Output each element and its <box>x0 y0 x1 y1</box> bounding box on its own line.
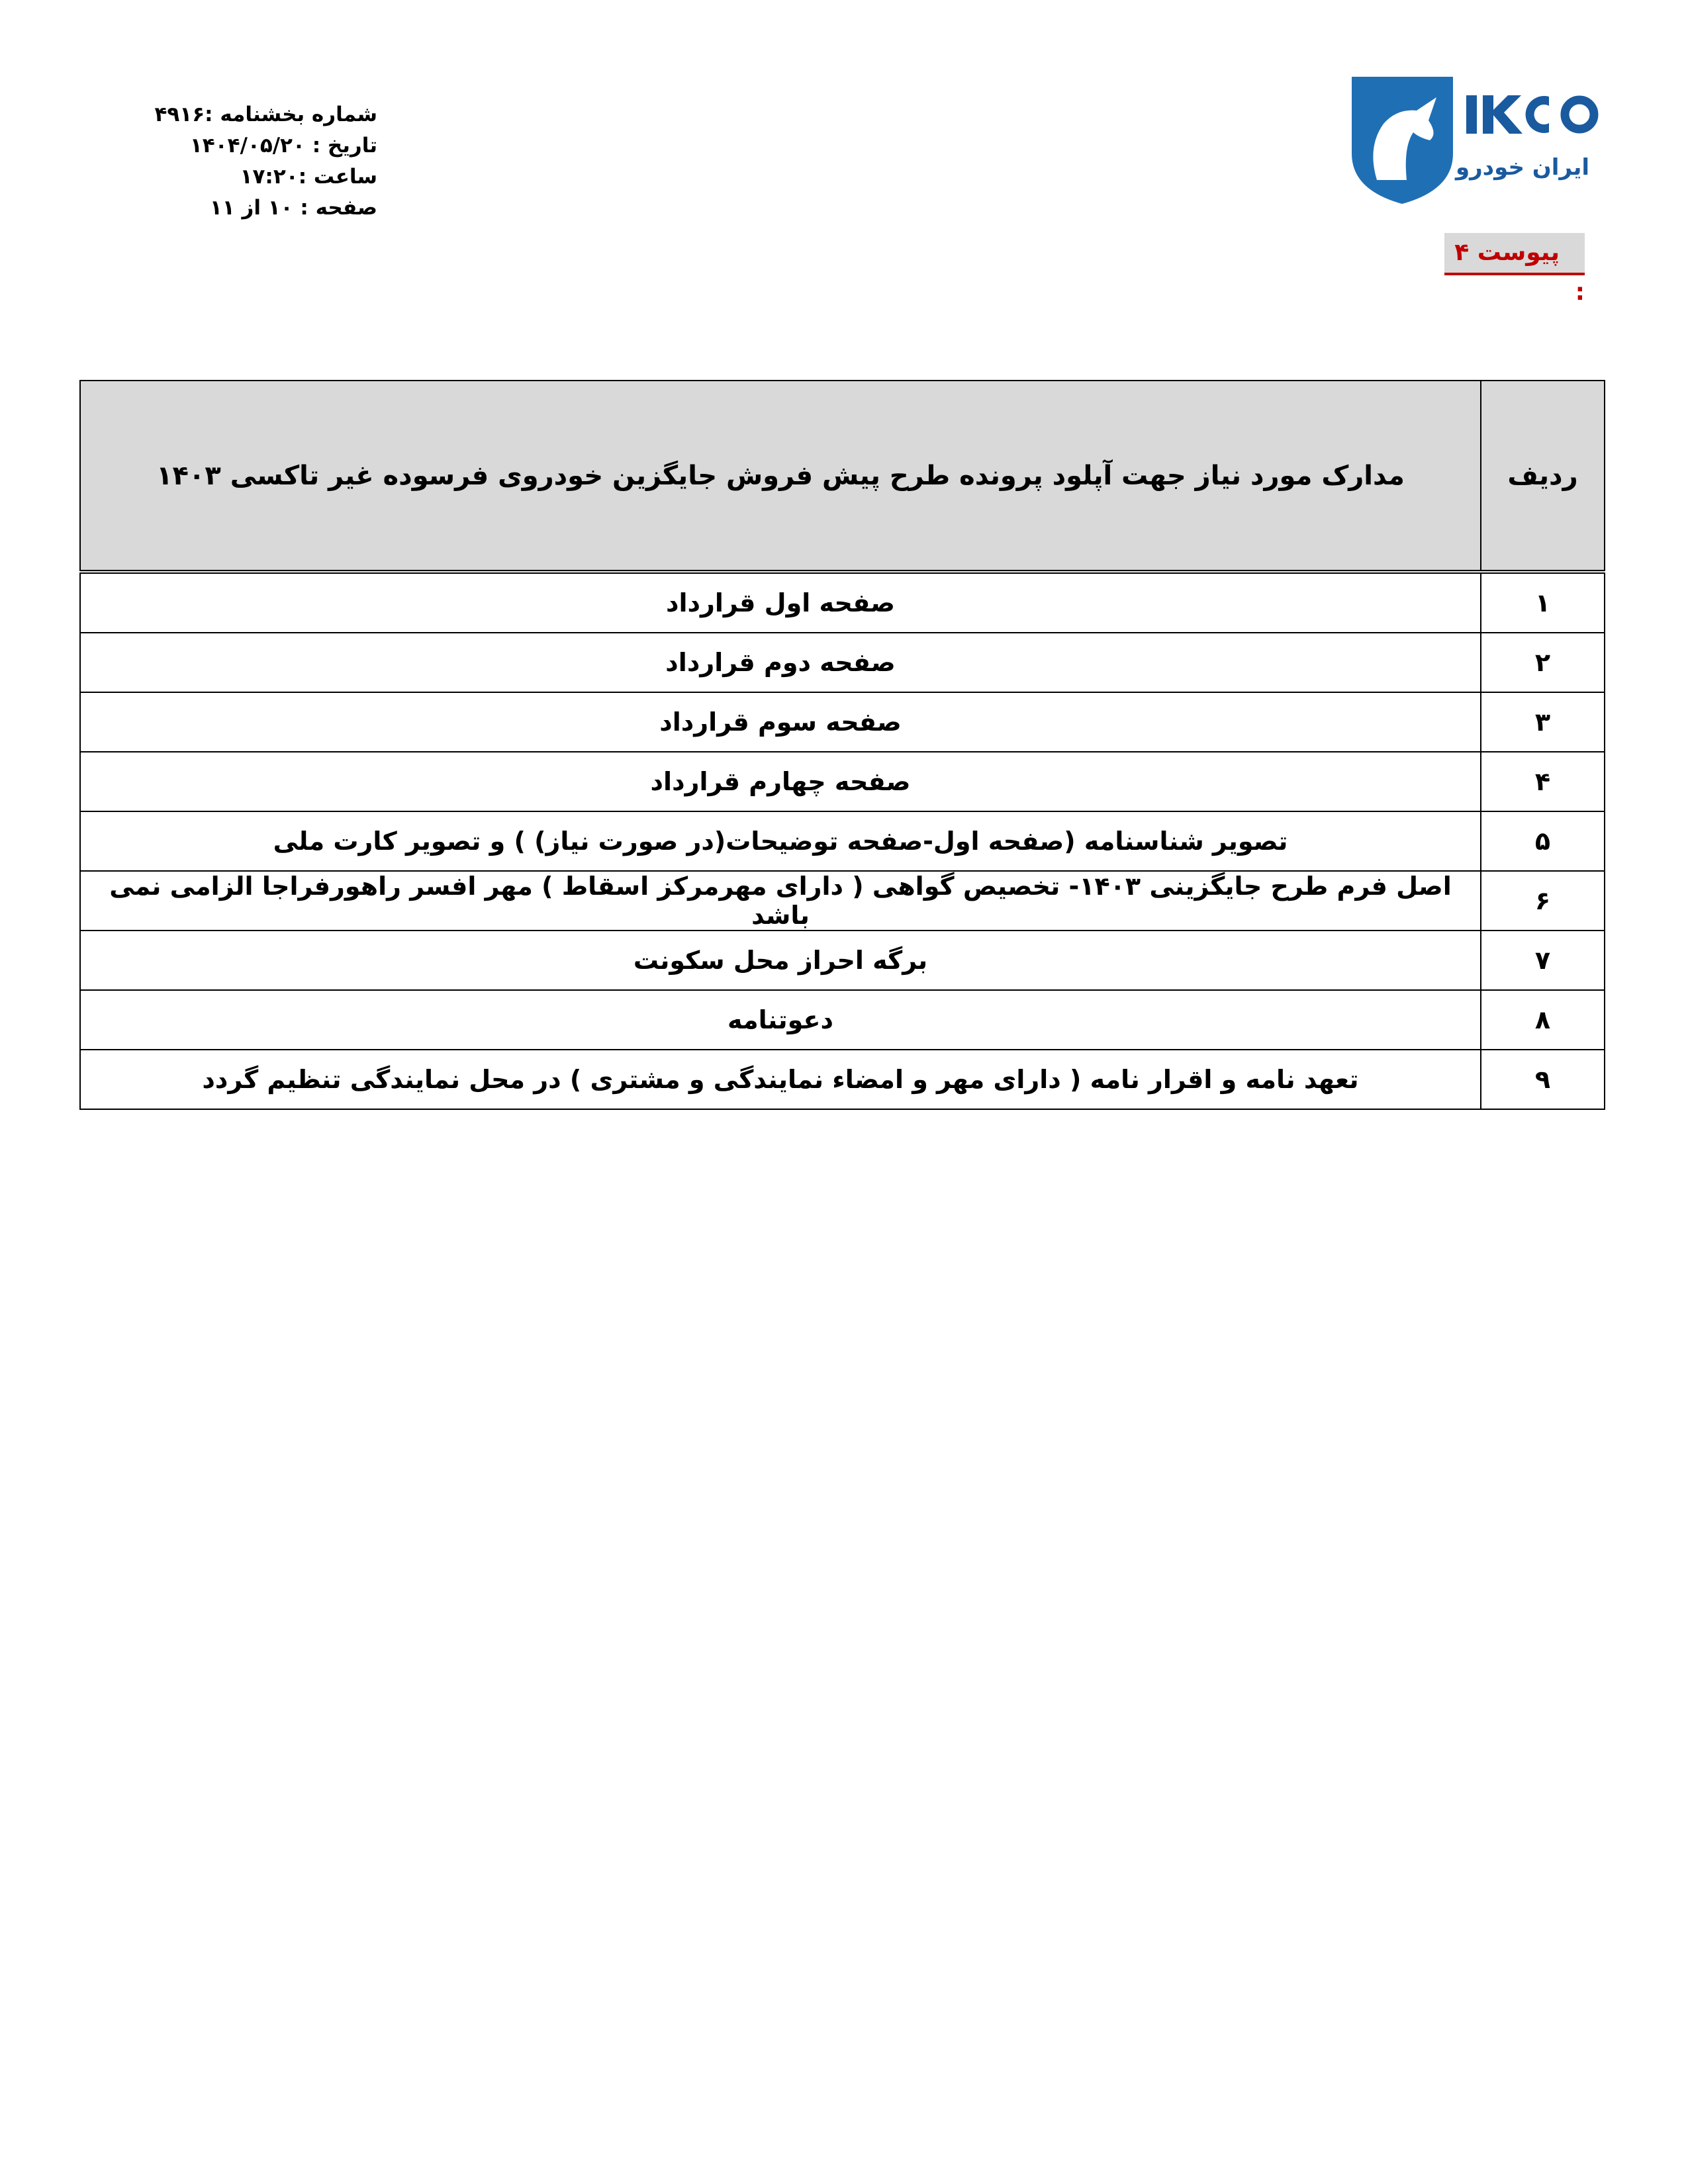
appendix-label: پیوست ۴ : <box>1454 239 1585 306</box>
row-number: ۶ <box>1481 871 1605 931</box>
ikco-logo <box>1350 74 1615 206</box>
row-number: ۹ <box>1481 1050 1605 1109</box>
circular-time: ساعت :۱۷:۲۰ <box>240 165 377 189</box>
page-indicator: صفحه : ۱۰ از ۱۱ <box>209 196 377 220</box>
row-document: دعوتنامه <box>80 990 1481 1050</box>
table-row <box>80 990 1605 1050</box>
table-row <box>80 572 1605 633</box>
appendix-label-box <box>1444 233 1585 306</box>
header-row-number: ردیف <box>1481 381 1605 572</box>
table-row <box>80 871 1605 931</box>
row-number: ۲ <box>1481 633 1605 692</box>
required-documents-table <box>79 380 1605 1110</box>
table-row <box>80 692 1605 752</box>
row-document: صفحه دوم قرارداد <box>80 633 1481 692</box>
logo-persian-name: ایران خودرو <box>1455 154 1590 181</box>
row-number: ۴ <box>1481 752 1605 811</box>
logo-letter-k <box>1483 95 1523 134</box>
table-row <box>80 811 1605 871</box>
table-row <box>80 752 1605 811</box>
circular-meta <box>126 99 377 224</box>
row-number: ۳ <box>1481 692 1605 752</box>
logo-letter-i <box>1466 95 1477 134</box>
circular-number: شماره بخشنامه :۴۹۱۶ <box>154 103 377 126</box>
row-document: تعهد نامه و اقرار نامه ( دارای مهر و امضاء نمایندگی و مشتری ) در محل نمایندگی تنظیم گردد <box>80 1050 1481 1109</box>
circular-date: تاریخ : ۱۴۰۴/۰۵/۲۰ <box>189 134 377 158</box>
ikco-logo-graphic <box>1350 74 1615 206</box>
row-document: تصویر شناسنامه (صفحه اول-صفحه توضیحات(در صورت نیاز) ) و تصویر کارت ملی <box>80 811 1481 871</box>
row-document: صفحه اول قرارداد <box>80 572 1481 633</box>
row-document: صفحه سوم قرارداد <box>80 692 1481 752</box>
row-number: ۸ <box>1481 990 1605 1050</box>
row-document: صفحه چهارم قرارداد <box>80 752 1481 811</box>
logo-letter-o <box>1565 100 1594 129</box>
table-row <box>80 931 1605 990</box>
row-number: ۷ <box>1481 931 1605 990</box>
table-header-row <box>80 381 1605 572</box>
header-title: مدارک مورد نیاز جهت آپلود پرونده طرح پیش فروش جایگزین خودروی فرسوده غیر تاکسی ۱۴۰۳ <box>80 381 1481 572</box>
row-number: ۵ <box>1481 811 1605 871</box>
row-document: برگه احراز محل سکونت <box>80 931 1481 990</box>
table-row <box>80 1050 1605 1109</box>
row-document: اصل فرم طرح جایگزینی ۱۴۰۳- تخصیص گواهی ( دارای مهرمرکز اسقاط ) مهر افسر راهورفراجا الزامی نمی باشد <box>80 871 1481 931</box>
row-number: ۱ <box>1481 572 1605 633</box>
logo-letter-c <box>1526 96 1549 133</box>
table-row <box>80 633 1605 692</box>
